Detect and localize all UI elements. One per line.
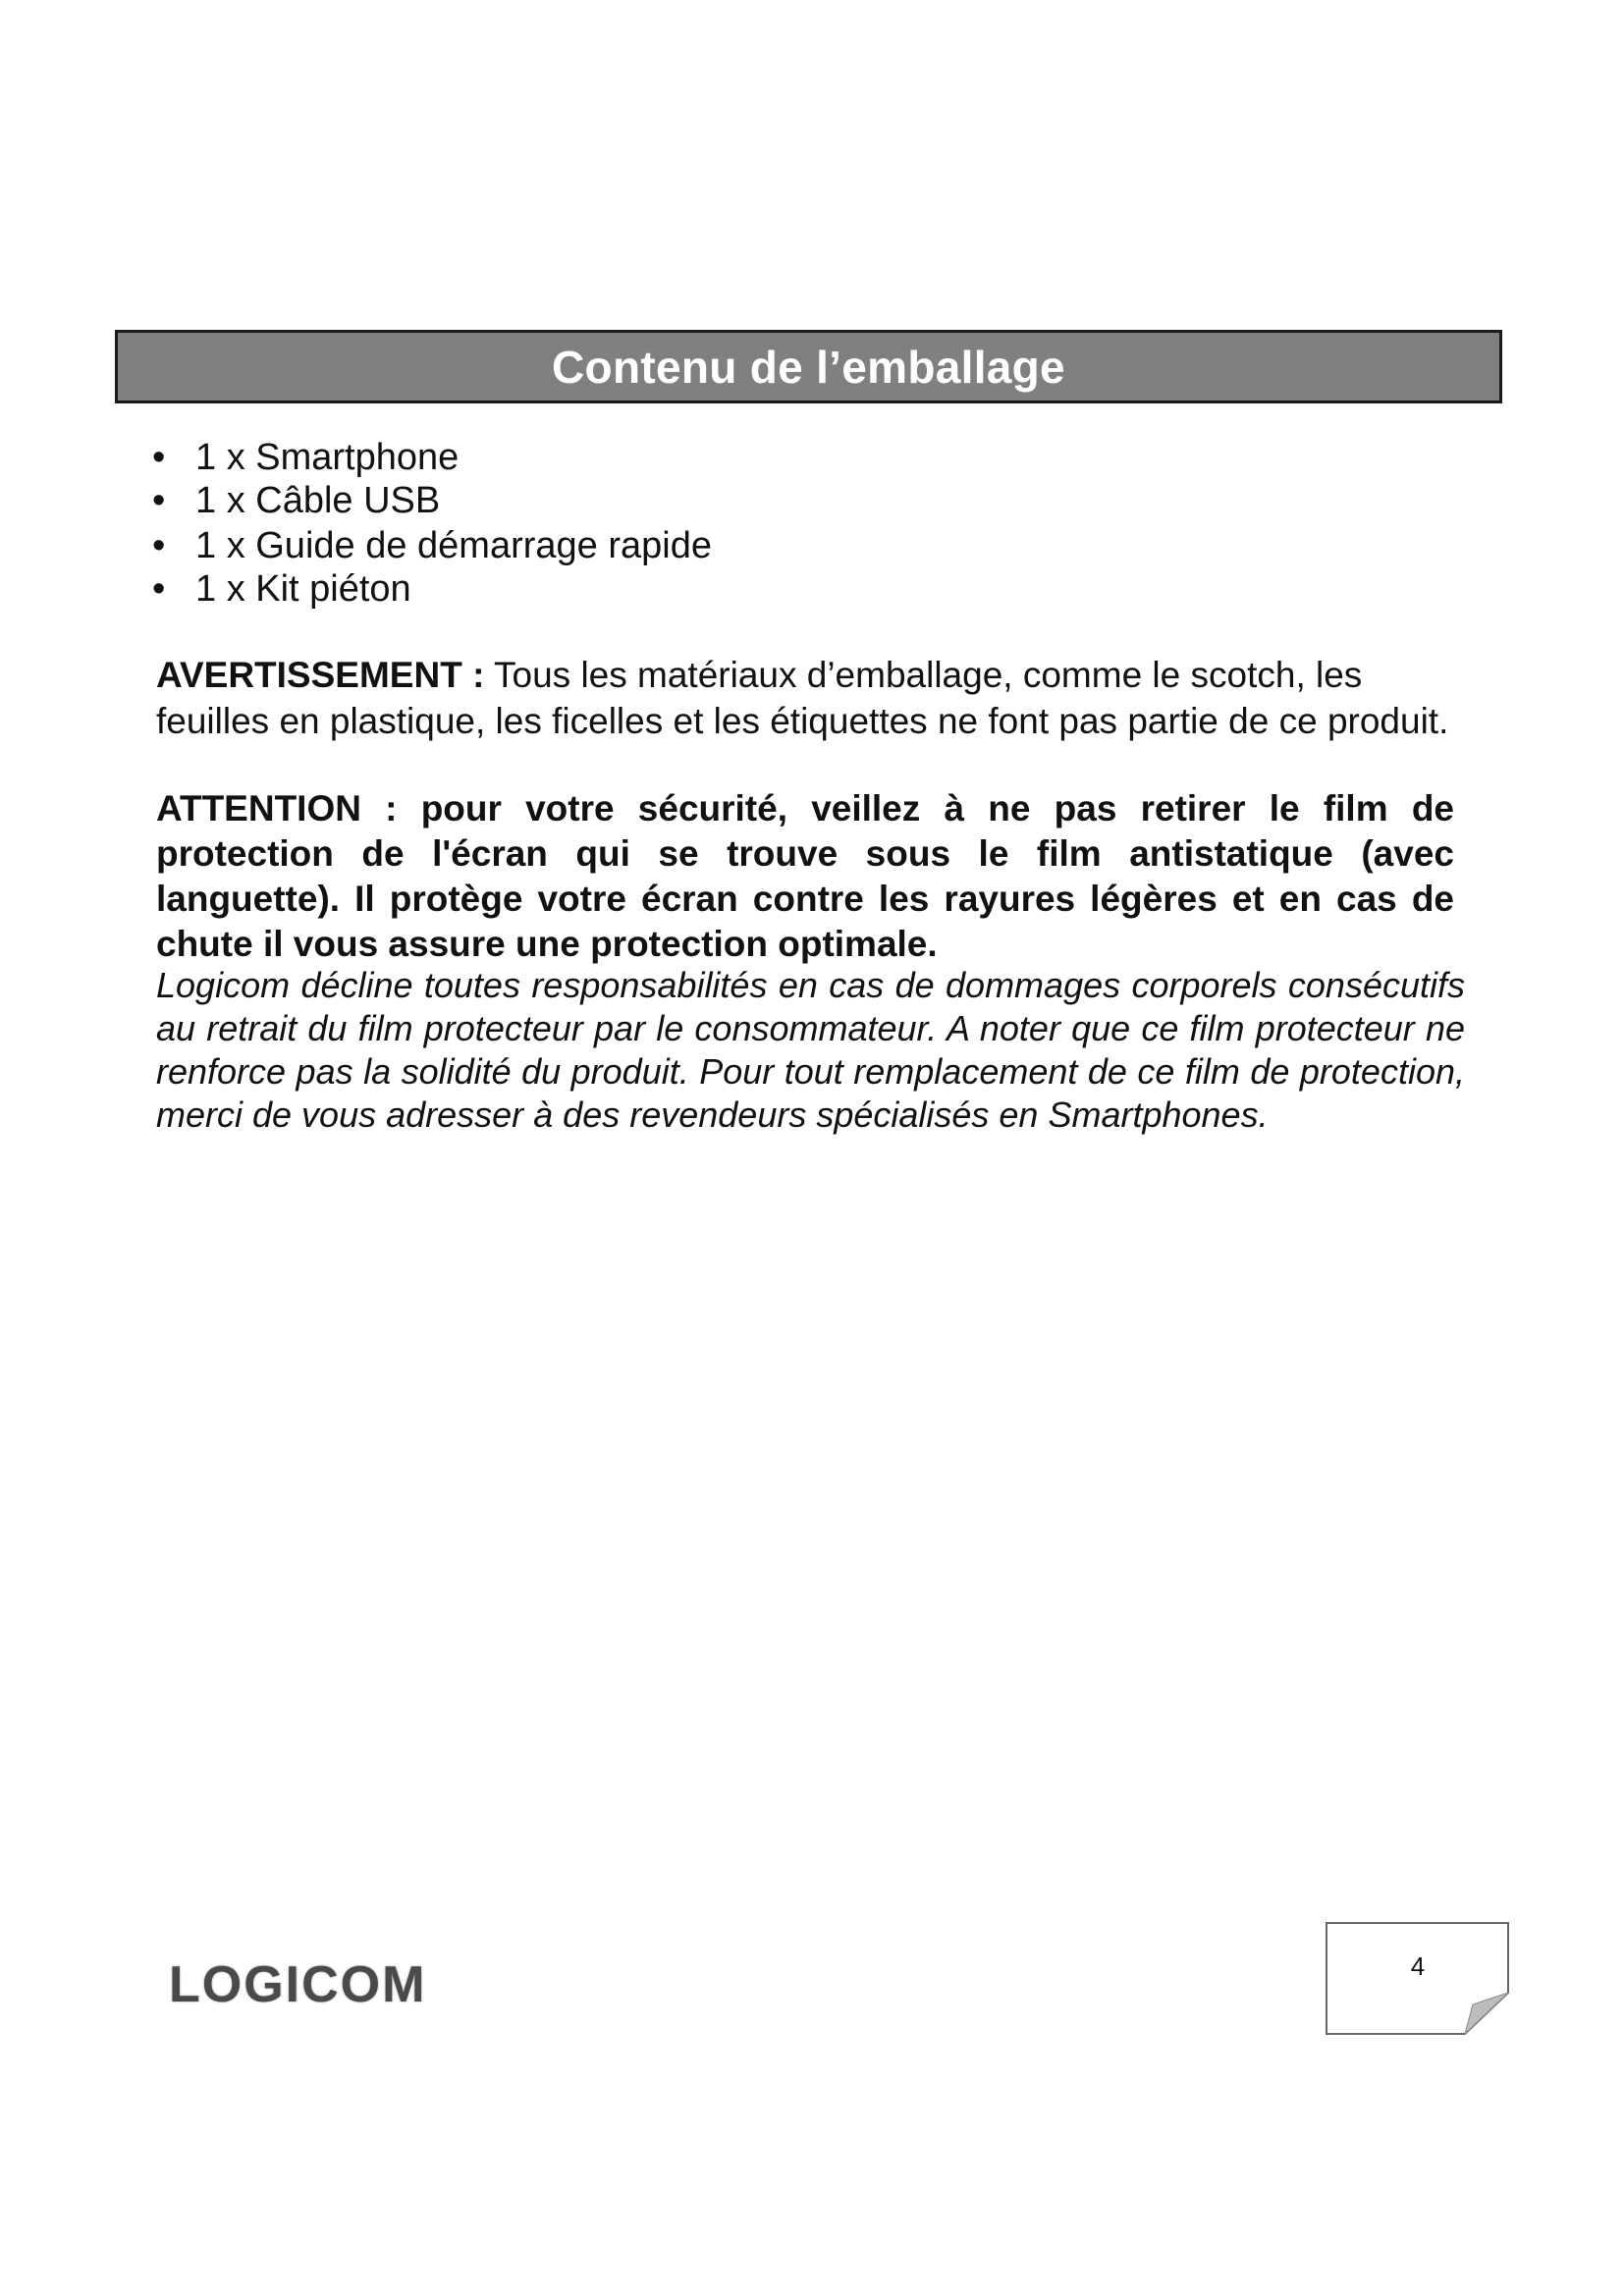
page-number-box (1326, 1922, 1510, 2036)
section-title: Contenu de l’emballage (552, 341, 1065, 393)
attention-paragraph: ATTENTION : pour votre sécurité, veillez à ne pas retirer le film de protection de l'écran qui se trouve sous le film antistatique (avec languette). Il protège votre écran contre les rayures légères et en cas de chute il vous assure une protection optimale. (156, 788, 1454, 964)
list-item: • 1 x Guide de démarrage rapide (152, 524, 712, 567)
list-item: • 1 x Câble USB (152, 479, 712, 522)
package-contents-list (152, 436, 712, 611)
page-number: 4 (1410, 1951, 1426, 1981)
section-header (115, 330, 1502, 403)
warning-label: AVERTISSEMENT : (156, 655, 485, 695)
logicom-logo: LOGICOM (169, 1956, 427, 2013)
list-item: • 1 x Smartphone (152, 436, 712, 479)
warning-paragraph (156, 652, 1462, 744)
list-item: • 1 x Kit piéton (152, 567, 712, 611)
disclaimer-paragraph: Logicom décline toutes responsabilités en cas de dommages corporels consécutifs au retrait du film protecteur par le consommateur. A noter que ce film protecteur ne renforce pas la solidité du produit. Pour tout remplacement de ce film de protection, merci de vous adresser à des revendeurs spécialisés en Smartphones. (156, 965, 1465, 1135)
warning-text: Tous les matériaux d’emballage, comme le scotch, les feuilles en plastique, les ficelles et les étiquettes ne font pas partie de ce produit. (156, 655, 1449, 741)
